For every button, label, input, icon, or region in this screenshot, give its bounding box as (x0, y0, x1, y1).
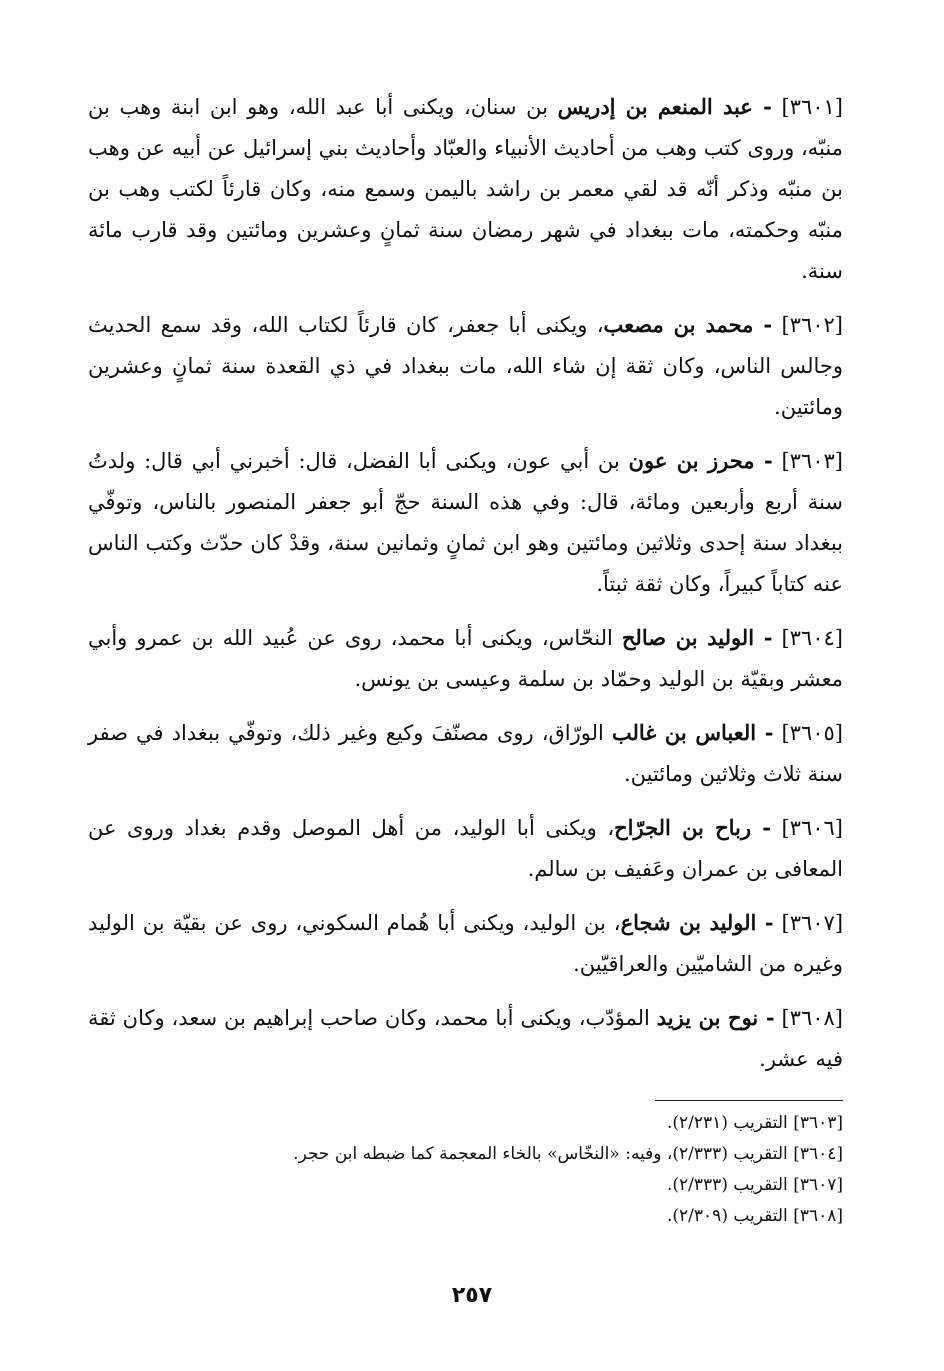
entry-number: [٣٦٠١] (781, 95, 843, 119)
entry-text: ، بن الوليد، ويكنى أبا هُمام السكوني، روى عن بقيّة بن الوليد وغيره من الشاميّين والعراقيّين. (88, 911, 843, 976)
entry-name: - العباس بن غالب (611, 720, 774, 745)
footnote: [٣٦٠٤] التقريب (٢/٣٣٣)، وفيه: «النخّاس» بالخاء المعجمة كما ضبطه ابن حجر. (293, 1144, 843, 1164)
entry-name: - محرز بن عون (628, 448, 773, 473)
entry-3603 (88, 440, 843, 605)
entry-number: [٣٦٠٢] (781, 313, 843, 337)
entry-3606 (88, 807, 843, 890)
footnote: [٣٦٠٧] التقريب (٢/٣٣٣). (667, 1175, 843, 1195)
entry-name: - محمد بن مصعب (603, 312, 773, 337)
entry-number: [٣٦٠٧] (781, 911, 844, 935)
entry-text: ، ويكنى أبا الوليد، من أهل الموصل وقدم بغداد وروى عن المعافى بن عمران وعَفيف بن سالم. (88, 816, 843, 881)
entry-3601 (88, 86, 843, 292)
footnote: [٣٦٠٣] التقريب (٢/٢٣١). (667, 1113, 843, 1133)
entry-text: الورّاق، روى مصنّفَ وكيع وغير ذلك، وتوفّي ببغداد في صفر سنة ثلاث وثلاثين ومائتين. (88, 721, 843, 786)
entry-3604 (88, 617, 843, 700)
entry-3608 (88, 997, 843, 1080)
page-number: ٢٥٧ (451, 1283, 493, 1308)
entry-text: بن أبي عون، ويكنى أبا الفضل، قال: أخبرني أبي قال: ولدتُ سنة أربع وأربعين ومائة، قال: وفي هذه السنة حجّ أبو جعفر المنصور بالناس، وتوفّي ببغداد سنة إحدى وثلاثين ومائتين وهو ابن ثمانٍ وثمانين سنة، وقدْ كان حدّث وكتب الناس عنه كتاباً كبيراً، وكان ثقة ثبتاً. (88, 449, 843, 596)
entry-name: - رباح بن الجرّاح (614, 815, 771, 840)
entry-3607 (88, 902, 843, 985)
footnote: [٣٦٠٨] التقريب (٢/٣٠٩). (667, 1206, 843, 1226)
entry-text: المؤدّب، ويكنى أبا محمد، وكان صاحب إبراهيم بن سعد، وكان ثقة فيه عشر. (88, 1006, 843, 1071)
entry-number: [٣٦٠٨] (781, 1006, 843, 1030)
entry-name: - نوح بن يزيد (656, 1005, 775, 1030)
entry-3602 (88, 304, 843, 428)
entry-text: بن سنان، ويكنى أبا عبد الله، وهو ابن ابنة وهب بن منبّه، وروى كتب وهب من أحاديث الأنبياء والعبّاد وأحاديث بني إسرائيل عن أبيه عن وهب بن منبّه وذكر أنّه قد لقي معمر بن راشد باليمن وسمع منه، وكان قارئاً لكتب وهب بن منبّه وحكمته، مات ببغداد في شهر رمضان سنة ثمانٍ وعشرين ومائتين وقد قارب مائة سنة. (88, 95, 843, 283)
entry-text: ، ويكنى أبا جعفر، كان قارئاً لكتاب الله، وقد سمع الحديث وجالس الناس، وكان ثقة إن شاء الله، مات ببغداد في ذي القعدة سنة ثمانٍ وعشرين ومائتين. (88, 313, 843, 419)
entry-3605 (88, 712, 843, 795)
entry-number: [٣٦٠٥] (781, 721, 843, 745)
entry-name: - الوليد بن شجاع (620, 910, 774, 935)
entry-number: [٣٦٠٣] (781, 449, 843, 473)
entry-name: - الوليد بن صالح (621, 625, 773, 650)
entry-name: - عبد المنعم بن إدريس (557, 94, 772, 119)
biography-entries (88, 86, 843, 1092)
footnote-divider (655, 1100, 843, 1101)
footnotes (88, 1108, 843, 1232)
entry-number: [٣٦٠٦] (781, 816, 843, 840)
entry-text: النحّاس، ويكنى أبا محمد، روى عن عُبيد الله بن عمرو وأبي معشر وبقيّة بن الوليد وحمّاد بن سلمة وعيسى بن يونس. (88, 626, 843, 691)
entry-number: [٣٦٠٤] (781, 626, 843, 650)
